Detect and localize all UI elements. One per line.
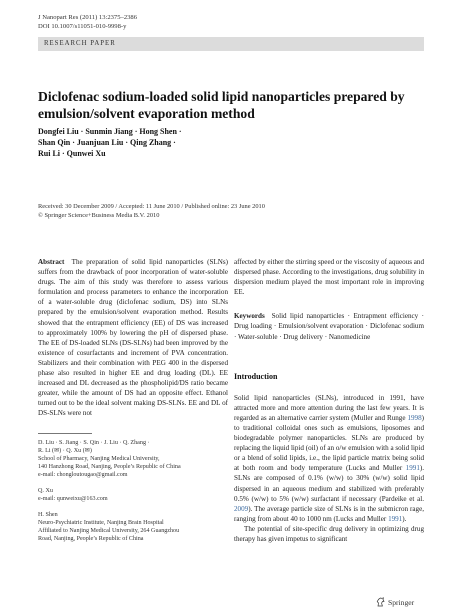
citation-link[interactable]: 2009 [234,504,249,513]
email-link[interactable]: e-mail: chongloutougao@gmail.com [38,471,128,478]
affiliation-block [38,439,228,479]
springer-horse-icon [376,597,385,607]
intro-paragraph: The potential of site-specific drug delivery in optimizing drug therapy has given impetus to significant [234,524,424,543]
affiliation-line: Affiliated to Nanjing Medical University, 264 Guangzhou [38,528,180,535]
citation-link[interactable]: 1998 [407,413,422,422]
publisher-logo [376,597,414,607]
journal-citation: J Nanopart Res (2011) 13:2375–2386 [38,14,138,21]
abstract-text: The preparation of solid lipid nanoparticles (SLNs) suffers from the drawback of poor incorporation of water-soluble drugs. The aim of this study was therefore to assess various formulation and process parameters to enhance the incorporation of a water-soluble drug (diclofenac sodium, DS) into SLNs prepared by the emulsion/solvent evaporation method. Results showed that the entrapment efficiency (EE) of DS was increased to approximately 100% by lowering the pH of dispersed phase. The EE of DS-loaded SLNs (DS-SLNs) had been improved by the existence of cosurfactants and increment of PVA concentration. Stabilizers and their combination with PEG 400 in the dispersed phase also resulted in higher EE and drug loading (DL). EE increased and DL decreased as the phospholipid/DS ratio became greater, while the amount of DS had an opposite effect. Ethanol turned out to be the ideal solvent making DS-SLNs. EE and DL of DS-SLNs were not [38,258,229,418]
affiliation-line: Road, Nanjing, People’s Republic of China [38,536,144,543]
author-line: Shan Qin · Juanjuan Liu · Qing Zhang · [38,138,176,147]
affiliation-line: 140 Hanzhong Road, Nanjing, People’s Republic of China [38,463,181,470]
section-banner: RESEARCH PAPER [38,37,424,51]
left-column [38,257,228,544]
abstract-continued: affected by either the stirring speed or the viscosity of aqueous and dispersed phase. According to the investigations, drug solubility in dispersion medium played the most important role in improving EE. [234,258,424,297]
abstract-label: Abstract [38,258,65,266]
doi: DOI 10.1007/s11051-010-9998-y [38,22,127,30]
intro-paragraph: Solid lipid nanoparticles (SLNs), introduced in 1991, have attracted more and more attention during the last few years. It is regarded as an alternative carrier system (Muller and Runge 1998) to traditional colloidal ones such as emulsions, liposomes and biodegradable polymer nanoparticles. SLNs are produced by replacing the liquid lipid (oil) of an o/w emulsion with a solid lipid or a blend of solid lipids, i.e., the lipid particle matrix being solid at both room and body temperature (Lucks and Muller 1991). SLNs are composed of 0.1% (w/w) to 30% (w/w) solid lipid dispersed in an aqueous medium and stabilized with preferably 0.5% (w/w) to 5% (w/w) surfactant if necessary (Pardeike et al. 2009). The average particle size of SLNs is in the submicron rage, ranging from about 40 to 1000 nm (Lucks and Muller 1991). [234,393,424,523]
article-title: Diclofenac sodium-loaded solid lipid nanoparticles prepared by emulsion/solvent evaporation method [38,89,405,121]
citation-link[interactable]: 1991 [405,464,420,473]
right-column [234,257,424,544]
affiliation-block [38,487,228,503]
keywords-label: Keywords [234,312,265,321]
history-dates: Received: 30 December 2009 / Accepted: 11 June 2010 / Published online: 23 June 2010 [38,203,265,210]
affiliation-line: Neuro-Psychiatric Institute, Nanjing Brain Hospital [38,520,164,527]
keywords-text: Solid lipid nanoparticles · Entrapment efficiency · Drug loading · Emulsion/solvent evaporation · Diclofenac sodium · Water-soluble · Drug delivery · Nanomedicine [234,312,424,341]
abstract [38,257,228,419]
journal-reference [38,14,137,31]
publication-dates [38,203,428,220]
affiliation-line: H. Shen [38,512,58,519]
copyright: © Springer Science+Business Media B.V. 2010 [38,211,160,219]
affiliation-line: R. Li (✉) · Q. Xu (✉) [38,447,92,454]
author-line: Rui Li · Qunwei Xu [38,149,106,158]
publisher-name: Springer [388,597,415,607]
affiliation-block [38,511,228,543]
section-heading: Introduction [234,371,278,381]
author-line: Dongfei Liu · Sunmin Jiang · Hong Shen · [38,127,182,136]
affiliation-line: D. Liu · S. Jiang · S. Qin · J. Liu · Q. Zhang · [38,439,150,446]
author-list [38,126,398,159]
keywords [234,311,424,341]
citation-link[interactable]: 1991 [388,514,403,523]
affiliation-line: School of Pharmacy, Nanjing Medical University, [38,455,160,462]
email-link[interactable]: e-mail: qunweixu@163.com [38,496,108,503]
affiliation-line: Q. Xu [38,487,53,494]
